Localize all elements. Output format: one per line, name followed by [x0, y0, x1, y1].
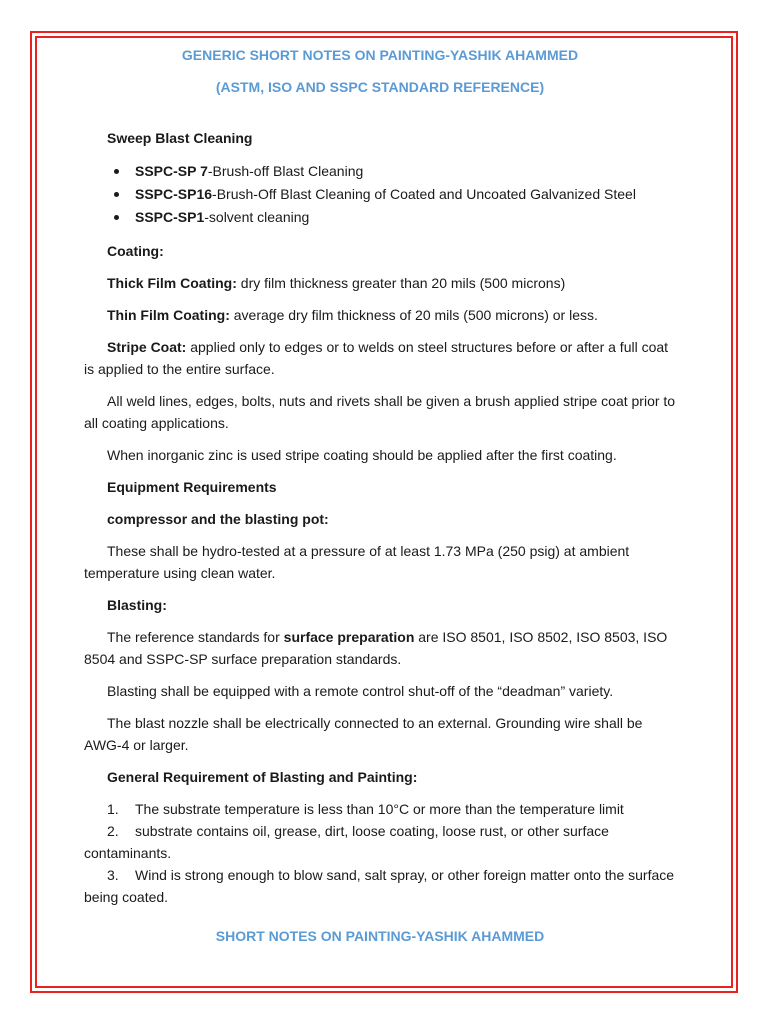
sweep-heading: Sweep Blast Cleaning [107, 130, 253, 146]
nozzle-paragraph: The blast nozzle shall be electrically connected to an external. Grounding wire shall be AWG-4 or larger. [84, 715, 643, 753]
list-item: 3. Wind is strong enough to blow sand, salt spray, or other foreign matter onto the surface being coated. [84, 867, 675, 905]
thick-film-paragraph: Thick Film Coating: dry film thickness greater than 20 mils (500 microns) [107, 275, 566, 291]
coating-heading: Coating: [107, 243, 164, 259]
footer-note: SHORT NOTES ON PAINTING-YASHIK AHAMMED [215, 928, 545, 944]
equipment-heading: Equipment Requirements [107, 479, 277, 495]
list-item: 2. substrate contains oil, grease, dirt, loose coating, loose rust, or other surface contaminants. [84, 823, 609, 861]
inorganic-zinc-paragraph: When inorganic zinc is used stripe coating should be applied after the first coating. [107, 447, 617, 463]
bullet-icon [114, 192, 119, 197]
stripe-coat-paragraph: Stripe Coat: applied only to edges or to welds on steel structures before or after a full coat is applied to the entire surface. [84, 339, 669, 377]
list-item: SSPC-SP 7-Brush-off Blast Cleaning [84, 160, 676, 183]
list-item: SSPC-SP1-solvent cleaning [84, 206, 676, 229]
deadman-paragraph: Blasting shall be equipped with a remote control shut-off of the “deadman” variety. [107, 683, 614, 699]
sweep-list [84, 160, 676, 229]
general-requirement-heading: General Requirement of Blasting and Painting: [107, 769, 418, 785]
general-requirement-list [84, 798, 676, 908]
bullet-icon [114, 169, 119, 174]
thin-film-paragraph: Thin Film Coating: average dry film thickness of 20 mils (500 microns) or less. [107, 307, 598, 323]
weld-lines-paragraph: All weld lines, edges, bolts, nuts and rivets shall be given a brush applied stripe coat prior to all coating applications. [84, 393, 676, 431]
hydro-test-paragraph: These shall be hydro-tested at a pressure of at least 1.73 MPa (250 psig) at ambient temperature using clean water. [84, 543, 630, 581]
bullet-icon [114, 215, 119, 220]
blasting-heading: Blasting: [107, 597, 167, 613]
list-item: SSPC-SP16-Brush-Off Blast Cleaning of Coated and Uncoated Galvanized Steel [84, 183, 676, 206]
list-item: 1. The substrate temperature is less than 10°C or more than the temperature limit [107, 801, 624, 817]
document-title: GENERIC SHORT NOTES ON PAINTING-YASHIK AHAMMED [181, 47, 579, 63]
compressor-subheading: compressor and the blasting pot: [107, 511, 329, 527]
document-subtitle: (ASTM, ISO AND SSPC STANDARD REFERENCE) [215, 79, 545, 95]
reference-standards-paragraph: The reference standards for surface preparation are ISO 8501, ISO 8502, ISO 8503, ISO 8504 and SSPC-SP surface preparation standards. [84, 629, 668, 667]
document-page [84, 44, 676, 947]
